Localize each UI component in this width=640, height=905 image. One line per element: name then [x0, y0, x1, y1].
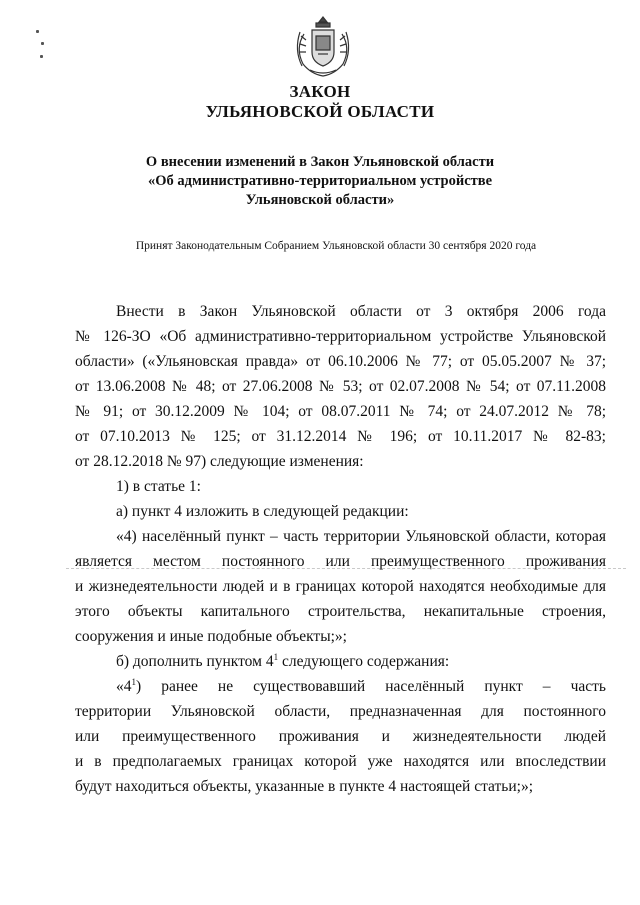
margin-mark	[40, 55, 43, 58]
body-line: является местом постоянного или преимущественного проживания	[75, 553, 606, 570]
subtitle-line: О внесении изменений в Закон Ульяновской области	[145, 154, 495, 170]
body-line: № 126-ЗО «Об административно-территориальном устройстве Ульяновской	[75, 328, 606, 345]
body-line: или преимущественного проживания и жизнедеятельности людей	[75, 728, 606, 745]
body-line: территории Ульяновской области, предназначенная для постоянного	[75, 703, 606, 720]
law-title: ЗАКОН	[289, 82, 351, 101]
item-4-1-text: ) ранее не существовавший населённый пункт – часть	[136, 678, 606, 695]
law-region-title: УЛЬЯНОВСКОЙ ОБЛАСТИ	[205, 102, 435, 121]
subtitle-line: Ульяновской области»	[245, 192, 395, 208]
margin-mark	[41, 42, 44, 45]
law-body	[75, 299, 606, 799]
body-line	[75, 674, 606, 699]
body-item-b	[75, 649, 606, 674]
superscript: 1	[273, 651, 279, 662]
body-line: № 91; от 30.12.2009 № 104; от 08.07.2011 № 74; от 24.07.2012 № 78;	[75, 403, 606, 420]
body-line: и жизнедеятельности людей и в границах которой находятся необходимые для	[75, 578, 606, 595]
body-line: от 07.10.2013 № 125; от 31.12.2014 № 196; от 10.11.2017 № 82-83;	[75, 428, 606, 445]
body-line: области» («Ульяновская правда» от 06.10.2006 № 77; от 05.05.2007 № 37;	[75, 353, 606, 370]
adoption-note: Принят Законодательным Собранием Ульяновской области 30 сентября 2020 года	[135, 240, 537, 252]
body-line: сооружения и иные подобные объекты;»;	[75, 628, 347, 645]
body-item-a: а) пункт 4 изложить в следующей редакции:	[116, 503, 409, 520]
item-b-text: б) дополнить пунктом 4	[116, 653, 274, 670]
margin-mark	[36, 30, 39, 33]
body-line: будут находиться объекты, указанные в пункте 4 настоящей статьи;»;	[75, 778, 534, 795]
item-4-1-label: «4	[116, 678, 132, 695]
body-item-1: 1) в статье 1:	[116, 478, 201, 495]
law-subtitle	[100, 153, 540, 210]
coat-of-arms-icon	[292, 14, 354, 78]
item-b-text: следующего содержания:	[278, 653, 450, 670]
body-line: и в предполагаемых границах которой уже находятся или впоследствии	[75, 753, 606, 770]
body-line: этого объекты капитального строительства, некапитальные строения,	[75, 603, 606, 620]
body-line: от 13.06.2008 № 48; от 27.06.2008 № 53; от 02.07.2008 № 54; от 07.11.2008	[75, 378, 606, 395]
superscript: 1	[131, 676, 136, 687]
body-line: Внести в Закон Ульяновской области от 3 октября 2006 года	[116, 303, 606, 320]
body-line: «4) населённый пункт – часть территории Ульяновской области, которая	[116, 528, 606, 545]
body-line: от 28.12.2018 № 97) следующие изменения:	[75, 453, 364, 470]
subtitle-line: «Об административно-территориальном устройстве	[147, 173, 493, 189]
